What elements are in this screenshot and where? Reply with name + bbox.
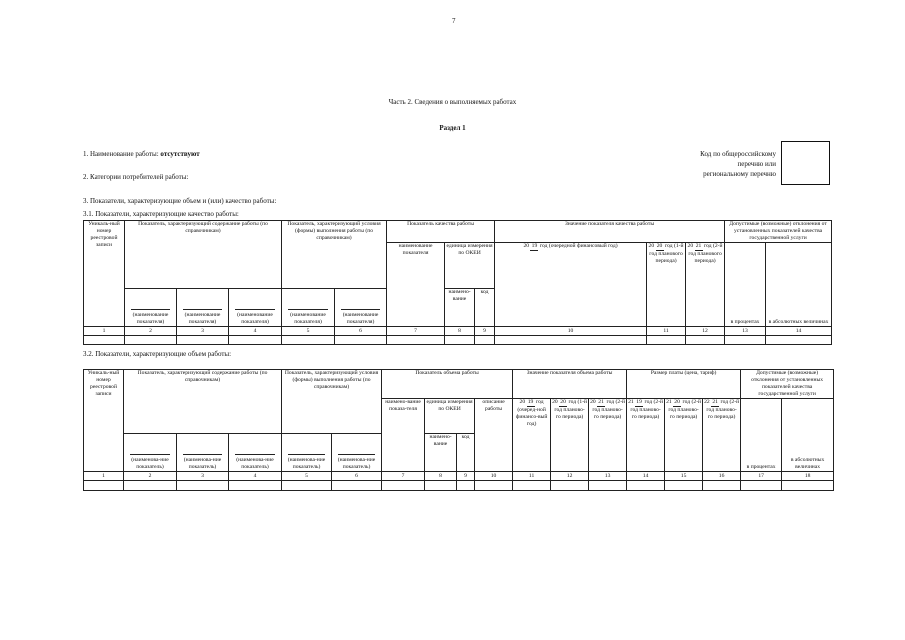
- column-number: 1: [84, 327, 125, 336]
- volume-table-title: 3.2. Показатели, характеризующие объем работы:: [83, 350, 232, 358]
- code-line: перечню или: [737, 160, 776, 168]
- header-deviation-absolute: в абсолютных величинах: [766, 243, 832, 327]
- code-line: Код по общероссийскому: [700, 150, 776, 158]
- year-field: 21: [598, 399, 604, 405]
- column-number: 7: [387, 327, 445, 336]
- column-number: 13: [589, 472, 627, 481]
- column-number: 10: [495, 327, 647, 336]
- year-field: 20: [560, 399, 566, 405]
- year-field: 21: [695, 243, 702, 249]
- column-number: 5: [282, 327, 335, 336]
- header-volume-value: Значение показателя объема работы: [513, 370, 627, 399]
- column-number: 3: [177, 327, 229, 336]
- column-number: 5: [282, 472, 332, 481]
- header-price-year-2: 21 20 год (2-й год планово-го периода): [665, 399, 703, 472]
- header-work-description: описание работы: [475, 399, 513, 472]
- column-number: 15: [665, 472, 703, 481]
- column-number: 12: [551, 472, 589, 481]
- work-name-value: отсутствуют: [160, 150, 200, 158]
- sub-indicator-name: (наименова-ние показатель): [124, 434, 177, 472]
- sub-indicator-name: (наименова-ние показатель): [282, 434, 332, 472]
- column-number: 8: [425, 472, 457, 481]
- code-box[interactable]: [781, 141, 830, 185]
- table-row[interactable]: [84, 481, 834, 491]
- header-year-current: 20 19 год (очередной финансовый год): [495, 243, 647, 327]
- column-number: 18: [782, 472, 834, 481]
- header-quality-indicator: Показатель качества работы: [387, 221, 495, 243]
- column-number: 12: [686, 327, 725, 336]
- header-deviation-absolute: в абсолютных величинах: [782, 399, 834, 472]
- page-number: 7: [452, 17, 456, 25]
- column-number: 6: [335, 327, 387, 336]
- header-unit: единица измерения по ОКЕИ: [425, 399, 475, 434]
- header-quality-value: Значение показателя качества работы: [495, 221, 725, 243]
- column-number: 16: [703, 472, 741, 481]
- header-indicator-name: наимено-вание показа-теля: [382, 399, 425, 472]
- year-field: 21: [712, 399, 718, 405]
- sub-indicator-name: (наименова-ние показатель): [229, 434, 282, 472]
- column-number: 4: [229, 472, 282, 481]
- column-number: 1: [84, 472, 124, 481]
- column-number: 10: [475, 472, 513, 481]
- section-title: Раздел 1: [439, 124, 466, 132]
- sub-indicator-name: (наименова-ние показатель): [177, 434, 229, 472]
- header-unit-name: наимено-вание: [445, 289, 475, 327]
- column-number: 17: [741, 472, 782, 481]
- sub-indicator-name: (наименование показателя): [125, 289, 177, 327]
- column-number: 8: [445, 327, 475, 336]
- year-field: 19: [531, 243, 538, 249]
- header-condition-indicator: Показатель, характеризующий условия (формы) выполнения работы (по справочникам): [282, 221, 387, 289]
- column-number: 14: [627, 472, 665, 481]
- header-volume-year-plan2: 20 21 год (2-й год планово-го периода): [589, 399, 627, 472]
- column-number: 11: [513, 472, 551, 481]
- column-number: 7: [382, 472, 425, 481]
- header-volume-year-plan1: 20 20 год (1-й год планово-го периода): [551, 399, 589, 472]
- header-price: Размер платы (цена, тариф): [627, 370, 741, 399]
- consumer-category-label: 2. Категории потребителей работы:: [83, 173, 189, 181]
- header-content-indicator: Показатель, характеризующий содержание работы (по справочникам): [124, 370, 282, 434]
- header-volume-indicator: Показатель объема работы: [382, 370, 513, 399]
- column-number: 4: [229, 327, 282, 336]
- header-year-plan2: 20 21 год (2-й год планового периода): [686, 243, 725, 327]
- part-title: Часть 2. Сведения о выполняемых работах: [388, 98, 517, 106]
- work-name-line: [83, 150, 200, 158]
- column-number: 2: [125, 327, 177, 336]
- column-number: 11: [647, 327, 686, 336]
- header-unit-code: код: [457, 434, 475, 472]
- year-field: 19: [636, 399, 642, 405]
- sub-indicator-name: (наименование показателя): [177, 289, 229, 327]
- column-number-row: [84, 472, 834, 481]
- header-unit-name: наимено-вание: [425, 434, 457, 472]
- quality-table: [83, 220, 832, 345]
- header-unit-code: код: [475, 289, 495, 327]
- header-deviation: Допустимые (возможные) отклонения от установленных показателей качества государственной услуги: [741, 370, 834, 399]
- indicators-heading: 3. Показатели, характеризующие объем и (или) качество работы:: [83, 197, 277, 205]
- year-field: 20: [656, 243, 663, 249]
- header-volume-year-current: 20 19 год (очеред-ной финансо-вый год): [513, 399, 551, 472]
- column-number: 6: [332, 472, 382, 481]
- quality-table-title: 3.1. Показатели, характеризующие качество работы:: [83, 210, 239, 218]
- header-unique-number: Уникаль-ный номер реестровой записи: [84, 370, 124, 472]
- header-content-indicator: Показатель, характеризующий содержание работы (по справочникам): [125, 221, 282, 289]
- header-indicator-name: наименование показателя: [387, 243, 445, 327]
- column-number: 13: [725, 327, 766, 336]
- header-price-year-1: 21 19 год (2-й год планово-го периода): [627, 399, 665, 472]
- work-name-label: 1. Наименование работы:: [83, 150, 159, 158]
- header-deviation: Допустимые (возможные) отклонения от установленных показателей качества государственной услуги: [725, 221, 832, 243]
- sub-indicator-name: (наименова-ние показатель): [332, 434, 382, 472]
- year-field: 20: [674, 399, 680, 405]
- column-number: 14: [766, 327, 832, 336]
- header-unit: единица измерения по ОКЕИ: [445, 243, 495, 289]
- sub-indicator-name: (наименование показателя): [335, 289, 387, 327]
- table-row[interactable]: [84, 336, 832, 345]
- year-field: 19: [527, 399, 534, 405]
- header-unique-number: Уникаль-ный номер реестровой записи: [84, 221, 125, 327]
- volume-table: [83, 369, 834, 491]
- sub-indicator-name: (наименование показателя): [282, 289, 335, 327]
- column-number: 2: [124, 472, 177, 481]
- column-number: 9: [457, 472, 475, 481]
- header-deviation-percent: в процентах: [725, 243, 766, 327]
- sub-indicator-name: (наименование показателя): [229, 289, 282, 327]
- header-year-plan1: 20 20 год (1-й год планового периода): [647, 243, 686, 327]
- header-price-year-3: 22 21 год (2-й год планово-го периода): [703, 399, 741, 472]
- column-number-row: [84, 327, 832, 336]
- header-deviation-percent: в процентах: [741, 399, 782, 472]
- column-number: 3: [177, 472, 229, 481]
- column-number: 9: [475, 327, 495, 336]
- header-condition-indicator: Показатель, характеризующий условия (формы) выполнения работы (по справочникам): [282, 370, 382, 434]
- code-line: региональному перечню: [703, 170, 776, 178]
- code-caption: [640, 149, 776, 179]
